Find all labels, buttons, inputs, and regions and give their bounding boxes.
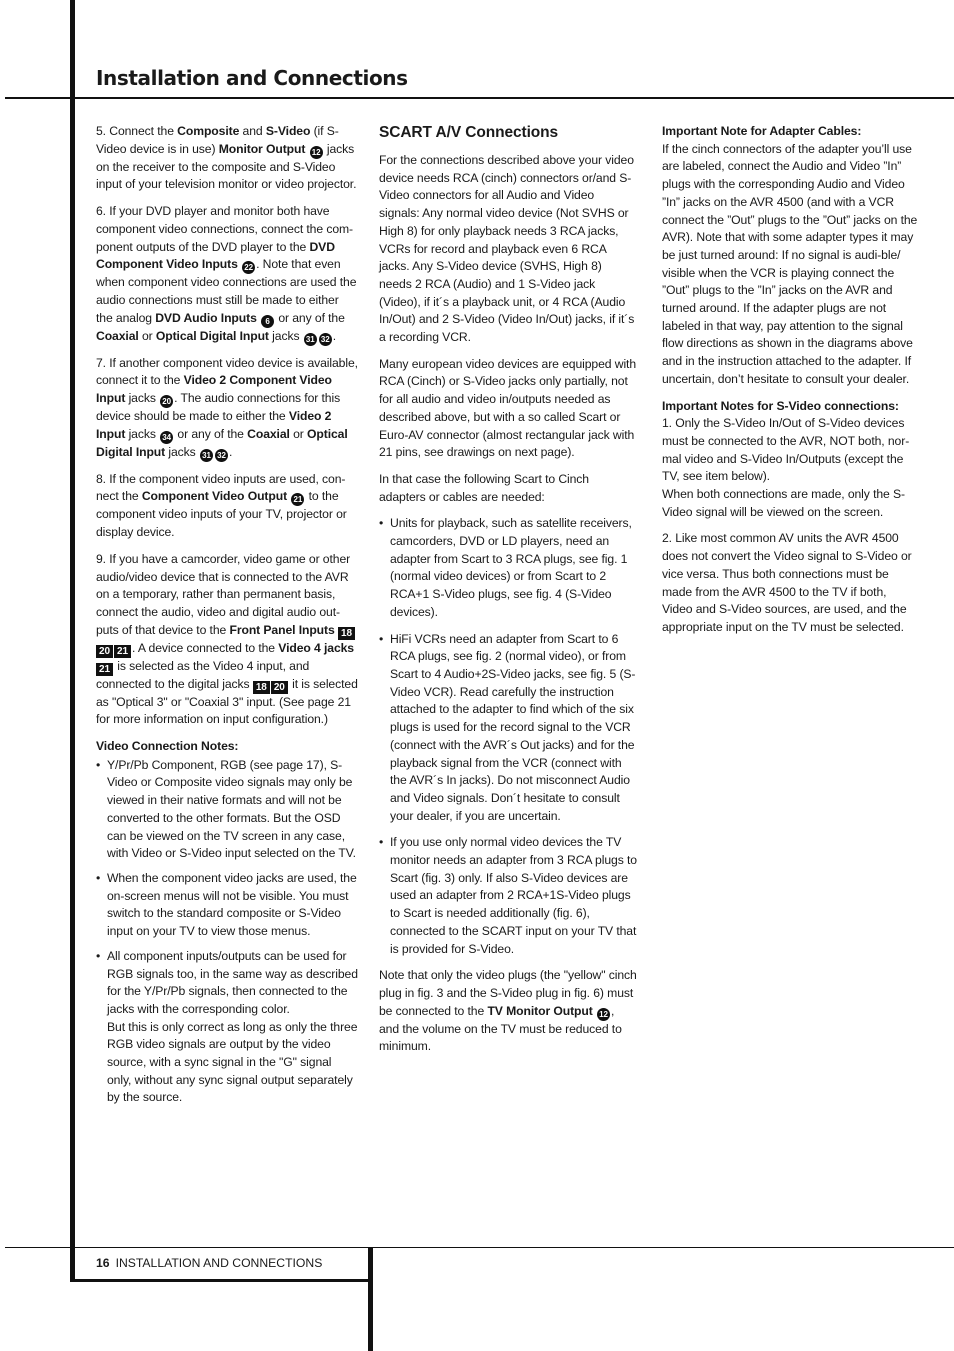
footer-section-label: INSTALLATION AND CONNECTIONS <box>115 1256 323 1270</box>
subheading: Important Note for Adapter Cables: <box>662 124 862 138</box>
subheading: Important Notes for S-Video connections: <box>662 398 899 413</box>
list-item: • Y/Pr/Pb Component, RGB (see page 17), S-Video or Composite video signals may only be viewed in their native formats and will not be converted to the other formats. But the OSD can be viewed on the TV screen in any case, with Video or S-Video input selected on the TV. <box>96 757 356 861</box>
callout-number: 31 <box>200 449 213 462</box>
callout-number: 12 <box>597 1008 610 1021</box>
paragraph: Note that only the video plugs (the "yellow" cinch plug in fig. 3 and the S-Video plug in fig. 6) must be connected to the TV Monitor Output 12 , and the volume on the TV must be reduced to minimum. <box>379 968 637 1054</box>
callout-number: 12 <box>310 146 323 159</box>
panel-callout: 18 <box>338 627 355 640</box>
panel-callout: 20 <box>96 645 113 658</box>
callout-number: 21 <box>291 493 304 506</box>
callout-number: 22 <box>242 261 255 274</box>
callout-number: 32 <box>319 333 332 346</box>
bullet: • <box>379 631 384 646</box>
section-heading: SCART A/V Connections <box>379 124 559 141</box>
callout-number: 20 <box>160 395 173 408</box>
callout-number: 31 <box>304 333 317 346</box>
list-item: • When the component video jacks are used, the on-screen menus will not be visible. You must switch to the standard composite or S-Video input on your TV to view those menus. <box>96 870 357 939</box>
paragraph-step-6: 6. If your DVD player and monitor both have component video connections, connect the com-ponent outputs of the DVD player to the DVD Component Video Inputs 22 . Note that even when component video connections are used the audio connections must still be made to either the analog DVD Audio Inputs 6 or any of the Coaxial or Optical Digital Input jacks 31 32 . <box>96 204 357 344</box>
paragraph: If the cinch connectors of the adapter you’ll use are labeled, connect the Audio and Video ”In” plugs with the corresponding Audio and Video ”In” jacks on the AVR 4500 (and with a VCR connect the ”Out” plugs to the ”Out” jacks on the AVR). Note that with some adapter types it may be just turned around: If no signal is audi-ble/ visible when the VCR is playing connect the ”Out” plugs to the ”In” jacks on the AVR and turned around. If the adapter plugs are not labeled in that way, pay attention to the signal flow directions as shown in the diagrams above and in the instruction attached to the adapter. If uncertain, don’t hesitate to consult your dealer. <box>662 141 918 386</box>
paragraph: For the connections described above your video device needs RCA (cinch) connectors or/and S-Video connectors for all Audio and Video signals: Any normal video device (Not SVHS or High 8) for only playback needs 3 RCA jacks, VCRs for record and playback even 6 RCA jacks. Any S-Video device (SVHS, High 8) needs 2 RCA (Audio) and 1 S-Video jack (Video), if it´s a playback unit, or 4 RCA (Audio In/Out) and 2 S-Video (Video In/Out) jacks, if it´s a recording VCR. <box>379 153 635 345</box>
column-left <box>96 123 358 1114</box>
footer-rule <box>5 1247 954 1248</box>
bullet: • <box>379 516 384 531</box>
panel-callout: 20 <box>271 681 288 694</box>
callout-number: 32 <box>215 449 228 462</box>
bullet: • <box>96 948 101 963</box>
page-number: 16 <box>96 1256 110 1270</box>
header-rule <box>5 97 954 99</box>
left-margin-bar <box>70 0 75 1282</box>
paragraph: Many european video devices are equipped with RCA (Cinch) or S-Video jacks only partially, not for all audio and video in/outputs needed as described above, but with a so called Scart or Euro-AV connector (almost rectangular jack with 21 pins, see drawings on next page). <box>379 356 637 460</box>
paragraph-step-9: 9. If you have a camcorder, video game or other audio/video device that is connected to the AVR on a temporary, rather than permanent basis, connect the audio, video and digital audio out-puts of that device to the Front Panel Inputs 1820 21 . A device connected to the Video 4 jacks 21 is selected as the Video 4 input, and connected to the digital jacks 18 20 it is selected as "Optical 3" or "Coaxial 3" input. (See page 21 for more information on input configuration.) <box>96 551 358 727</box>
paragraph: 2. Like most common AV units the AVR 4500 does not convert the Video signal to S-Video or vice versa. Thus both connections must be made from the AVR 4500 to the TV if both, Video and S-Video sources, are used, and the appropriate input on the TV must be selected. <box>662 531 912 634</box>
paragraph-step-7: 7. If another component video device is available, connect it to the Video 2 Component Video Input jacks 20 . The audio connections for this device should be made to either the Video 2 Input jacks 34 or any of the Coaxial or Optical Digital Input jacks 31 32 . <box>96 355 358 460</box>
notes-heading: Video Connection Notes: <box>96 739 239 754</box>
list-item: • Units for playback, such as satellite receivers, camcorders, DVD or LD players, need an adapter from Scart to 3 RCA plugs, see fig. 1 (normal video devices) or from Scart to 2 RCA+1 S-Video plugs, see fig. 4 (S-Video devices). <box>379 516 632 619</box>
footer-underline <box>72 1279 371 1282</box>
paragraph: 1. Only the S-Video In/Out of S-Video devices must be connected to the AVR, NOT both, nor-mal video and S-Video In/Outputs (except the TV, see item below). When both connections are made, only the S-Video signal will be viewed on the screen. <box>662 416 910 519</box>
column-right <box>662 123 920 646</box>
footer-divider-bar <box>368 1248 373 1351</box>
bullet: • <box>379 835 384 850</box>
bullet: • <box>96 757 101 772</box>
callout-number: 6 <box>261 315 274 328</box>
list-item: • HiFi VCRs need an adapter from Scart to 6 RCA plugs, see fig. 2 (normal video), or from Scart to 4 Audio+2S-Video jacks, see fig. 5 (S-Video VCR). Read carefully the instruction attached to the adapter to find which of the six plugs is used for the record signal to the VCR (connect with the AVR´s Out jacks) and for the playback signal from the VCR (connect with the AVR´s In jacks). Do not misconnect Audio and Video signals. Don´t hesitate to consult your dealer, if you are uncertain. <box>379 631 636 823</box>
panel-callout: 21 <box>96 663 113 676</box>
panel-callout: 21 <box>114 645 131 658</box>
paragraph: In that case the following Scart to Cinch adapters or cables are needed: <box>379 471 589 504</box>
callout-number: 34 <box>160 431 173 444</box>
list-item: • All component inputs/outputs can be used for RGB signals too, in the same way as described for the Y/Pr/Pb signals, then connected to the jacks with the corresponding color. But this is only correct as long as only the three RGB video signals are output by the video source, with a sync signal in the "G" signal only, without any sync signal output separately by the source. <box>96 948 358 1105</box>
panel-callout: 18 <box>253 681 270 694</box>
paragraph-step-5: 5. Connect the Composite and S-Video (if S-Video device is in use) Monitor Output 12 jacks on the receiver to the composite and S-Video input of your television monitor or video projector. <box>96 124 357 192</box>
page-title: Installation and Connections <box>96 66 408 90</box>
list-item: • If you use only normal video devices the TV monitor needs an adapter from 3 RCA plugs to Scart (fig. 3) only. If also S-Video devices are used an adapter from 2 RCA+1S-Video plugs to Scart is needed additionally (fig. 6), connected to the SCART input on your TV that is provided for S-Video. <box>379 835 637 956</box>
page-footer <box>96 1255 322 1271</box>
paragraph-step-8: 8. If the component video inputs are used, con-nect the Component Video Output 21 to the component video inputs of your TV, projector or display device. <box>96 471 347 540</box>
bullet: • <box>96 870 101 885</box>
column-middle <box>379 123 637 1065</box>
